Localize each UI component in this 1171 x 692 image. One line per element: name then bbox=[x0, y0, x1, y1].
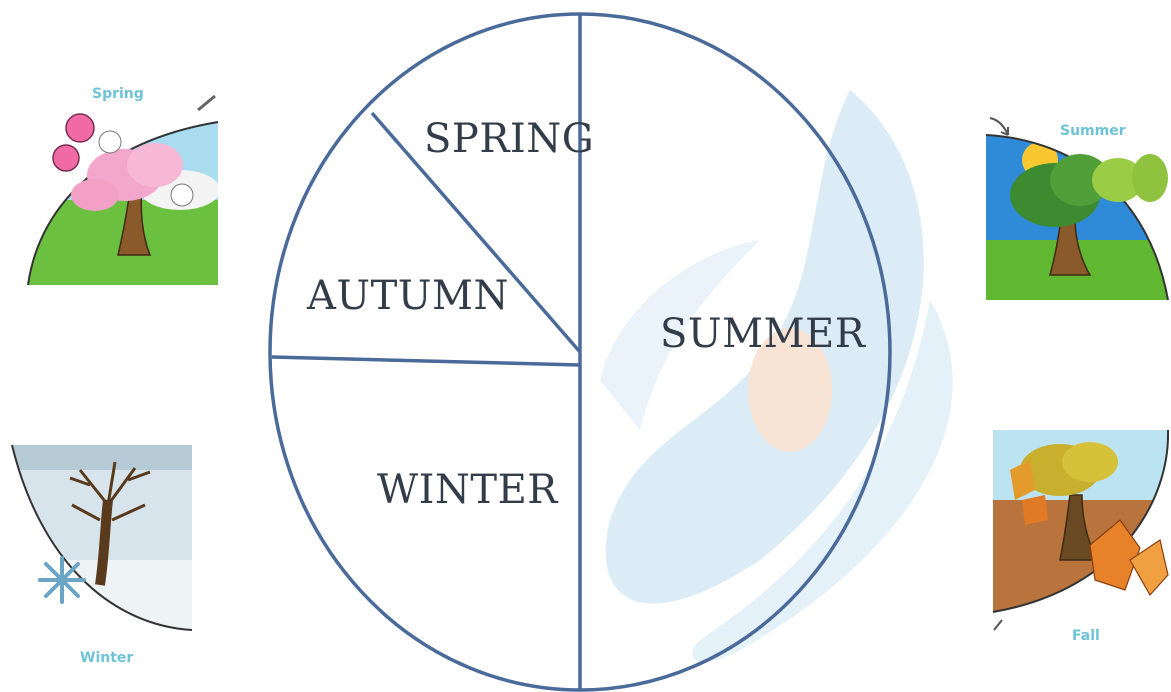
arrow-icon bbox=[198, 96, 215, 110]
divider-horizontal bbox=[272, 357, 580, 365]
watermark-logo bbox=[600, 90, 953, 662]
thumbnail-caption-spring: Spring bbox=[92, 86, 144, 102]
segment-label-autumn: AUTUMN bbox=[307, 273, 509, 319]
snowflake-icon bbox=[40, 558, 84, 602]
thumbnail-spring bbox=[20, 86, 220, 290]
segment-label-summer: SUMMER bbox=[660, 311, 866, 357]
thumbnail-summer bbox=[980, 118, 1171, 310]
thumbnail-caption-summer: Summer bbox=[1060, 123, 1126, 139]
segment-label-winter: WINTER bbox=[377, 467, 558, 513]
segment-label-spring: SPRING bbox=[424, 116, 595, 162]
thumbnail-caption-winter: Winter bbox=[80, 650, 134, 666]
arrow-icon bbox=[990, 118, 1008, 135]
thumbnail-winter bbox=[10, 440, 200, 666]
thumbnail-caption-fall: Fall bbox=[1072, 628, 1100, 644]
arrow-icon bbox=[994, 620, 1002, 630]
thumbnail-fall bbox=[990, 428, 1171, 644]
